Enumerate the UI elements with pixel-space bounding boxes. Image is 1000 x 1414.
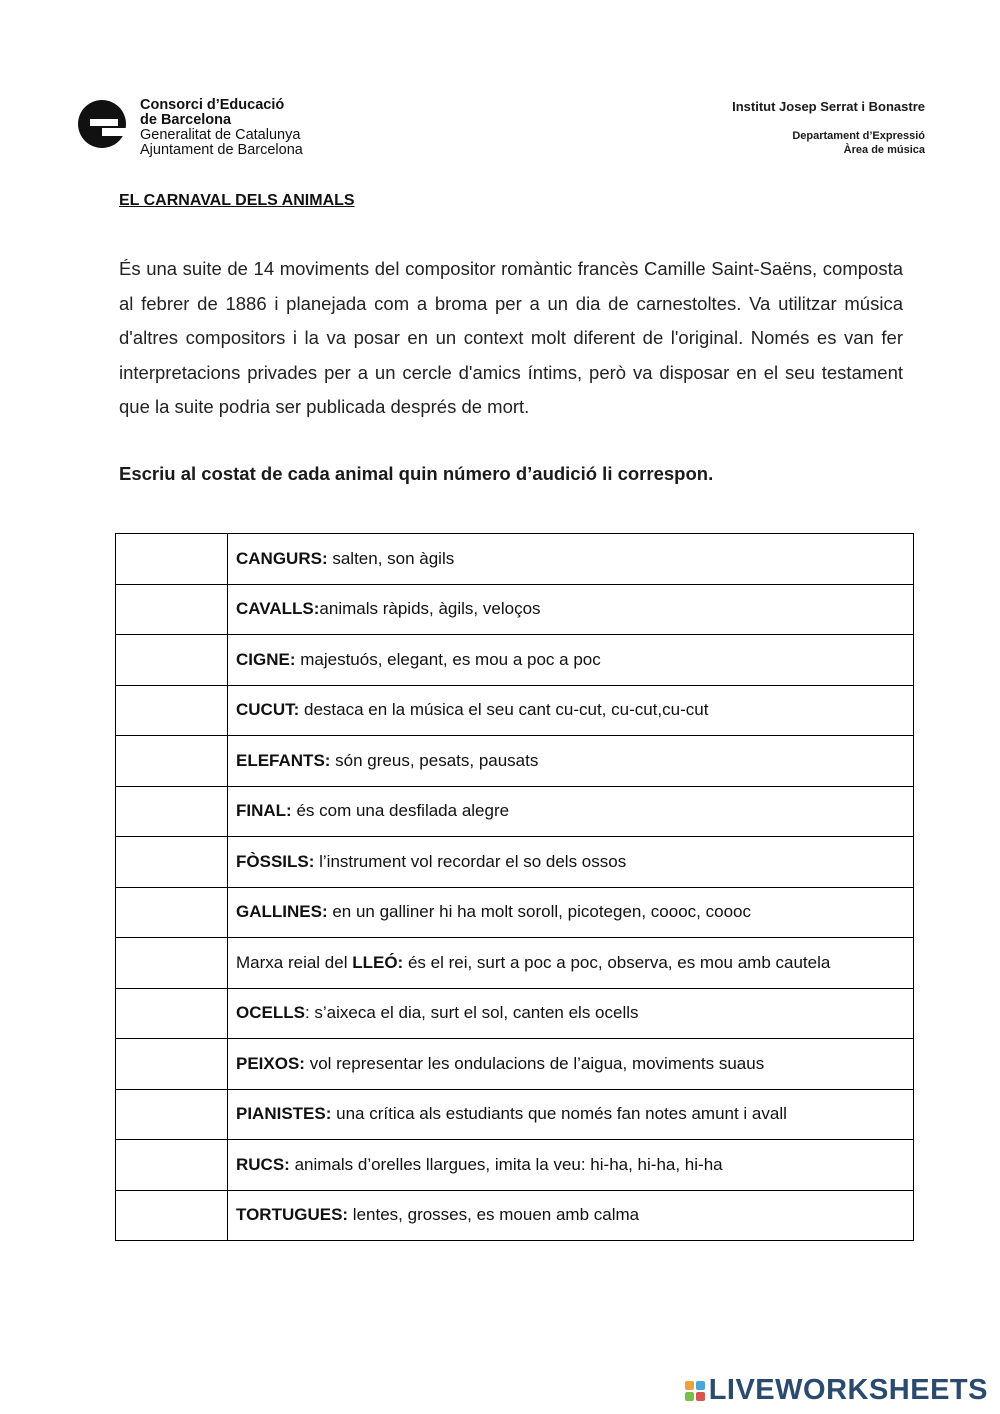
consorci-logo <box>78 98 303 158</box>
animal-description: : s’aixeca el dia, surt el sol, canten els ocells <box>304 1003 639 1023</box>
animal-name: FÒSSILS: <box>236 851 315 871</box>
animal-name: TORTUGUES: <box>236 1205 349 1225</box>
logo-line-3: Generalitat de Catalunya <box>140 127 301 143</box>
audio-number-cell[interactable] <box>116 837 228 888</box>
table-row <box>116 938 914 989</box>
audio-number-cell[interactable] <box>116 1190 228 1241</box>
animal-name: OCELLS <box>236 1003 305 1023</box>
audio-number-cell[interactable] <box>116 1089 228 1140</box>
table-row <box>116 887 914 938</box>
animal-description: una crítica als estudiants que només fan notes amunt i avall <box>331 1104 787 1124</box>
audio-number-cell[interactable] <box>116 1140 228 1191</box>
animal-name: CUCUT: <box>236 700 300 720</box>
animal-description-cell <box>228 736 914 787</box>
animal-description-cell <box>228 1190 914 1241</box>
animal-description: majestuós, elegant, es mou a poc a poc <box>295 649 601 669</box>
school-name: Institut Josep Serrat i Bonastre <box>732 99 925 114</box>
table-row <box>116 988 914 1039</box>
animal-name: LLEÓ: <box>352 952 404 972</box>
animal-description-cell <box>228 1140 914 1191</box>
table-row <box>116 1140 914 1191</box>
audio-number-cell[interactable] <box>116 685 228 736</box>
animal-description: és el rei, surt a poc a poc, observa, es mou amb cautela <box>403 952 831 972</box>
audio-number-cell[interactable] <box>116 786 228 837</box>
school-header <box>732 99 925 157</box>
instruction-text: Escriu al costat de cada animal quin número d’audició li correspon. <box>119 463 714 484</box>
logo-line-1: Consorci d’Educació <box>140 97 285 113</box>
animal-description: animals d’orelles llargues, imita la veu: hi-ha, hi-ha, hi-ha <box>289 1154 723 1174</box>
audio-number-cell[interactable] <box>116 887 228 938</box>
animal-description: l’instrument vol recordar el so dels ossos <box>314 851 627 871</box>
animal-name: ELEFANTS: <box>236 750 331 770</box>
audio-number-cell[interactable] <box>116 584 228 635</box>
animal-description-cell <box>228 837 914 888</box>
animal-description-cell <box>228 988 914 1039</box>
animal-description-cell <box>228 635 914 686</box>
table-row <box>116 786 914 837</box>
logo-line-2: de Barcelona <box>140 112 232 128</box>
audio-number-cell[interactable] <box>116 534 228 585</box>
animals-table <box>115 533 914 1241</box>
department-block <box>732 129 925 157</box>
logo-text <box>140 98 303 158</box>
animal-description-cell <box>228 1089 914 1140</box>
intro-paragraph: És una suite de 14 moviments del compositor romàntic francès Camille Saint-Saëns, composta al febrer de 1886 i planejada com a broma per a un dia de carnestoltes. Va utilitzar música d'altres compositors i la va posar en un context molt diferent de l'original. Només es van fer interpretacions privades per a un cercle d'amics íntims, però va disposar en el seu testament que la suite podria ser publicada després de mort. <box>119 258 903 417</box>
animal-description: destaca en la música el seu cant cu-cut, cu-cut,cu-cut <box>299 700 709 720</box>
audio-number-cell[interactable] <box>116 1039 228 1090</box>
animal-prefix: Marxa reial del <box>236 952 353 972</box>
animal-description: són greus, pesats, pausats <box>330 750 539 770</box>
department-name: Departament d’Expressió <box>792 130 925 142</box>
table-row <box>116 1190 914 1241</box>
animal-description-cell <box>228 786 914 837</box>
table-row <box>116 736 914 787</box>
animal-description-cell <box>228 887 914 938</box>
audio-number-cell[interactable] <box>116 635 228 686</box>
animal-name: RUCS: <box>236 1154 290 1174</box>
animal-description-cell <box>228 938 914 989</box>
animal-name: CANGURS: <box>236 548 328 568</box>
watermark-text: LIVEWORKSHEETS <box>708 1374 988 1406</box>
animal-description: vol representar les ondulacions de l’aigua, moviments suaus <box>304 1053 765 1073</box>
logo-line-4: Ajuntament de Barcelona <box>140 142 303 158</box>
table-row <box>116 837 914 888</box>
animal-name: GALLINES: <box>236 902 328 922</box>
animal-name: PEIXOS: <box>236 1053 305 1073</box>
animal-name: PIANISTES: <box>236 1104 332 1124</box>
animal-description: en un galliner hi ha molt soroll, picotegen, coooc, coooc <box>327 902 751 922</box>
animal-description: salten, son àgils <box>327 548 455 568</box>
animal-name: CIGNE: <box>236 649 296 669</box>
animal-description-cell <box>228 534 914 585</box>
e-logo-icon <box>78 100 126 148</box>
animal-description-cell <box>228 584 914 635</box>
audio-number-cell[interactable] <box>116 988 228 1039</box>
animal-description: animals ràpids, àgils, veloços <box>319 599 541 619</box>
table-row <box>116 584 914 635</box>
audio-number-cell[interactable] <box>116 736 228 787</box>
page-title: EL CARNAVAL DELS ANIMALS <box>119 192 355 209</box>
liveworksheets-logo-icon <box>685 1381 705 1401</box>
animal-description: lentes, grosses, es mouen amb calma <box>348 1205 640 1225</box>
table-row <box>116 635 914 686</box>
animal-description: és com una desfilada alegre <box>291 801 510 821</box>
animal-description-cell <box>228 685 914 736</box>
audio-number-cell[interactable] <box>116 938 228 989</box>
table-row <box>116 1089 914 1140</box>
table-row <box>116 685 914 736</box>
animal-name: CAVALLS: <box>236 599 320 619</box>
animal-description-cell <box>228 1039 914 1090</box>
animal-name: FINAL: <box>236 801 292 821</box>
table-row <box>116 534 914 585</box>
liveworksheets-watermark <box>685 1374 988 1407</box>
area-name: Àrea de música <box>843 144 925 156</box>
table-row <box>116 1039 914 1090</box>
